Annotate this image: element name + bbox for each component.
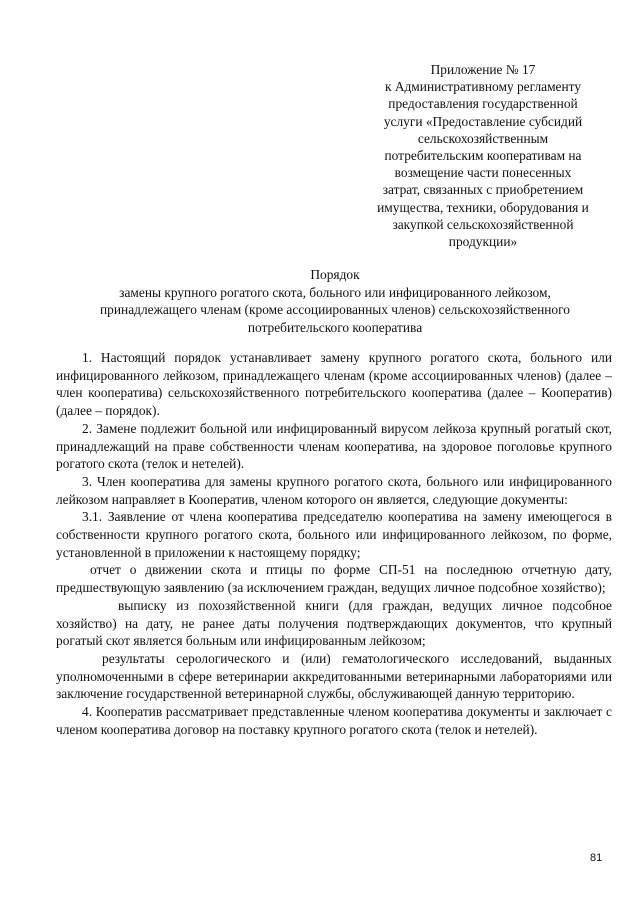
appendix-line: продукции» <box>448 234 518 250</box>
paragraph-extract: выписку из похозяйственной книги (для граждан, ведущих личное подсобное хозяйство) на дату, не ранее даты получения подтверждающих документов, что крупный рогатый скот является больным или инфицированным лейкозом; <box>56 597 612 649</box>
appendix-line: услуги «Предоставление субсидий <box>383 113 583 129</box>
title-line: принадлежащего членам (кроме ассоциированных членов) сельскохозяйственного <box>100 302 570 318</box>
appendix-header <box>352 61 614 250</box>
appendix-line: закупкой сельскохозяйственной <box>392 216 574 232</box>
paragraph-report: отчет о движении скота и птицы по форме СП-51 на последнюю отчетную дату, предшествующую заявлению (за исключением граждан, ведущих личное подсобное хозяйство); <box>56 562 612 596</box>
appendix-line: имущества, техники, оборудования и <box>377 199 589 215</box>
appendix-line: предоставления государственной <box>388 96 578 112</box>
document-title <box>56 266 614 336</box>
paragraph-3-1: 3.1. Заявление от члена кооператива председателю кооператива на замену имеющегося в собственности крупного рогатого скота, больного или инфицированного лейкозом, по форме, установленной в приложении к настоящему порядку; <box>56 509 612 560</box>
appendix-line: к Административному регламенту <box>384 79 582 95</box>
paragraph-4: 4. Кооператив рассматривает представленные членом кооператива документы и заключает с членом кооператива договор на поставку крупного рогатого скота (телок и нетелей). <box>56 704 612 737</box>
paragraph-3: 3. Член кооператива для замены крупного рогатого скота, больного или инфицированного лейкозом направляет в Кооператив, членом которого он является, следующие документы: <box>56 473 612 507</box>
page-number: 81 <box>590 852 603 864</box>
paragraph-results: результаты серологического и (или) гематологического исследований, выданных уполномоченными в сфере ветеринарии аккредитованными ветеринарными лабораториями или заключение государственной ветеринарной службы, обслуживающей данную территорию. <box>56 650 612 702</box>
paragraph-1: 1. Настоящий порядок устанавливает замену крупного рогатого скота, больного или инфицированного лейкозом, принадлежащего членам (кроме ассоциированных членов) (далее – член кооператива) сельскохозяйственного потребительского кооператива (далее – Кооператив) (далее – порядок). <box>56 350 612 419</box>
appendix-line: сельскохозяйственным <box>417 130 549 146</box>
document-body <box>56 349 612 738</box>
title-line: потребительского кооператива <box>247 319 423 335</box>
appendix-line: возмещение части понесенных <box>394 165 572 181</box>
appendix-line: потребительским кооперативам на <box>384 148 582 164</box>
title-heading: Порядок <box>310 267 360 282</box>
paragraph-2: 2. Замене подлежит больной или инфицированный вирусом лейкоза крупный рогатый скот, принадлежащий на праве собственности членам кооператива, на здоровое поголовье крупного рогатого скота (телок и нетелей). <box>56 420 612 472</box>
title-line: замены крупного рогатого скота, больного или инфицированного лейкозом, <box>119 284 551 300</box>
appendix-line: затрат, связанных с приобретением <box>382 182 584 198</box>
appendix-line: Приложение № 17 <box>430 62 536 77</box>
